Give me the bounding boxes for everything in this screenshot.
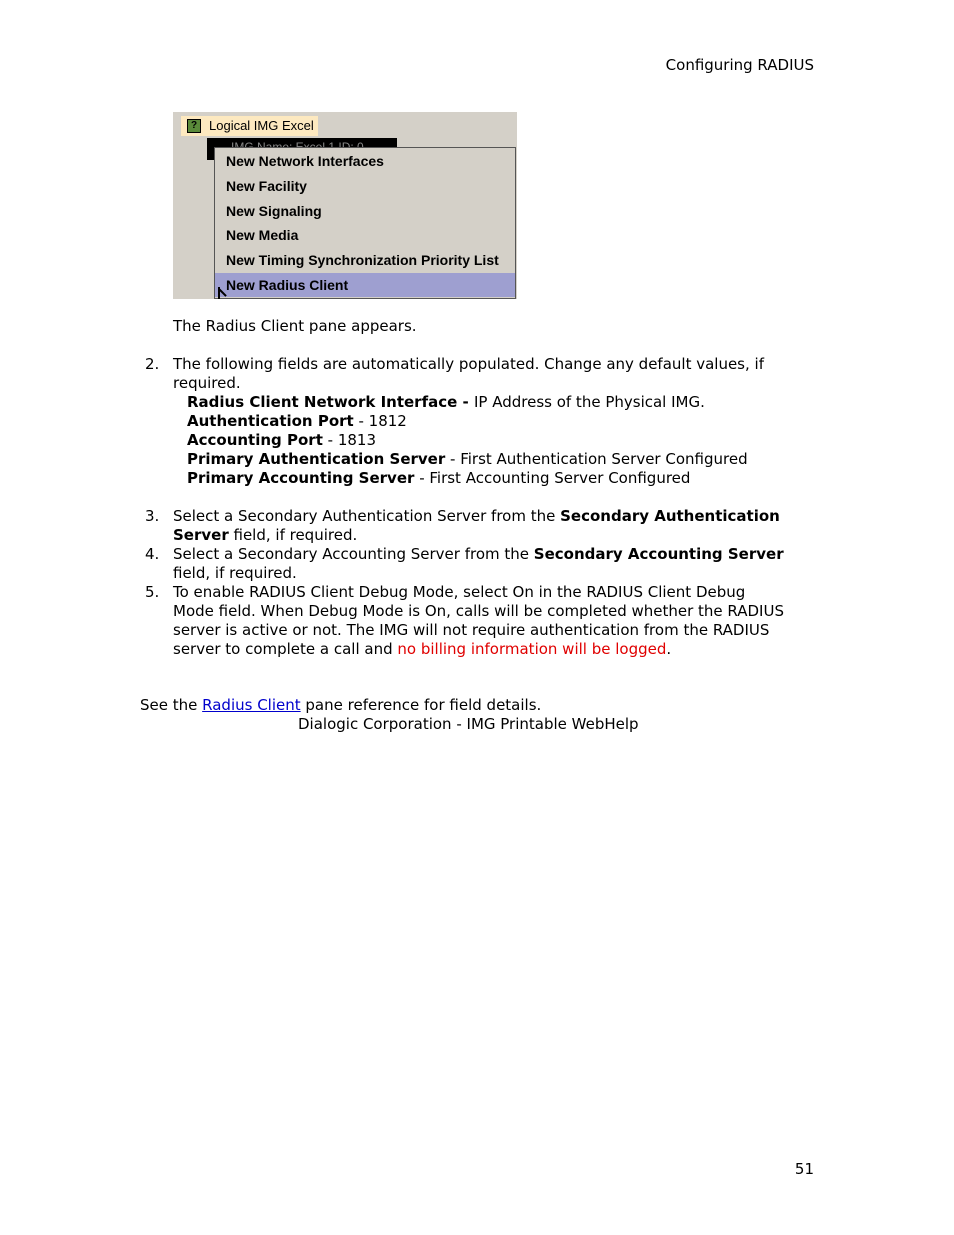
radius-client-link[interactable]: Radius Client <box>202 696 301 714</box>
menu-item-new-timing-sync: New Timing Synchronization Priority List <box>226 252 499 268</box>
step-4-text-cont: field, if required. <box>173 564 297 582</box>
menu-item-new-facility: New Facility <box>226 178 307 194</box>
step-3-bold: Secondary Authentication <box>560 507 780 525</box>
field-primary-authentication-server <box>187 450 748 469</box>
step-3-number: 3. <box>145 507 160 525</box>
see-also-pre: See the <box>140 696 203 714</box>
menu-item-new-network-interfaces: New Network Interfaces <box>226 153 384 169</box>
field-authentication-port <box>187 412 407 431</box>
step-5-line-2: Mode field. When Debug Mode is On, calls will be completed whether the RADIUS <box>173 602 784 620</box>
step-2-number: 2. <box>145 355 160 373</box>
field-value: - First Accounting Server Configured <box>414 469 691 487</box>
step-3-bold-cont: Server <box>173 526 229 544</box>
context-menu-screenshot <box>173 112 517 299</box>
see-also <box>140 696 541 715</box>
pane-appears-text: The Radius Client pane appears. <box>173 317 417 335</box>
step-3-pre: Select a Secondary Authentication Server from the <box>173 507 561 525</box>
menu-item-new-radius-client: New Radius Client <box>215 273 515 297</box>
field-name: Primary Authentication Server <box>187 450 446 468</box>
section-title: Configuring RADIUS <box>665 56 814 74</box>
step-3-post: field, if required. <box>228 526 358 544</box>
step-4-bold: Secondary Accounting Server <box>533 545 784 563</box>
field-value: IP Address of the Physical IMG. <box>473 393 705 411</box>
step-2-text-cont: required. <box>173 374 241 392</box>
menu-item-new-signaling: New Signaling <box>226 203 322 219</box>
field-value: - 1813 <box>322 431 376 449</box>
step-5-number: 5. <box>145 583 160 601</box>
field-value: - First Authentication Server Configured <box>445 450 748 468</box>
field-primary-accounting-server <box>187 469 690 488</box>
step-4-pre: Select a Secondary Accounting Server from the <box>173 545 534 563</box>
step-4-number: 4. <box>145 545 160 563</box>
step-3-text-cont <box>173 526 357 545</box>
warning-text: no billing information will be logged <box>397 640 667 658</box>
tree-node <box>181 116 318 136</box>
context-menu <box>214 147 516 299</box>
step-3-text <box>173 507 780 526</box>
field-name: Primary Accounting Server <box>187 469 415 487</box>
step-5-line-3: server is active or not. The IMG will not require authentication from the RADIUS <box>173 621 770 639</box>
footer-text: Dialogic Corporation - IMG Printable WebHelp <box>298 715 639 733</box>
field-value: - 1812 <box>353 412 407 430</box>
tree-node-label: Logical IMG Excel <box>209 118 314 133</box>
step-5-pre: server to complete a call and <box>173 640 398 658</box>
step-5-line-4 <box>173 640 671 659</box>
step-4-text <box>173 545 784 564</box>
page-number: 51 <box>794 1160 814 1178</box>
menu-item-new-media: New Media <box>226 227 299 243</box>
field-name: Radius Client Network Interface - <box>187 393 474 411</box>
see-also-post: pane reference for field details. <box>300 696 542 714</box>
field-radius-client-network-interface <box>187 393 705 412</box>
field-name: Accounting Port <box>187 431 323 449</box>
help-icon: ? <box>187 119 201 133</box>
step-5-line-1: To enable RADIUS Client Debug Mode, select On in the RADIUS Client Debug <box>173 583 746 601</box>
field-accounting-port <box>187 431 376 450</box>
step-5-post: . <box>666 640 672 658</box>
field-name: Authentication Port <box>187 412 354 430</box>
step-2-text: The following fields are automatically populated. Change any default values, if <box>173 355 764 373</box>
